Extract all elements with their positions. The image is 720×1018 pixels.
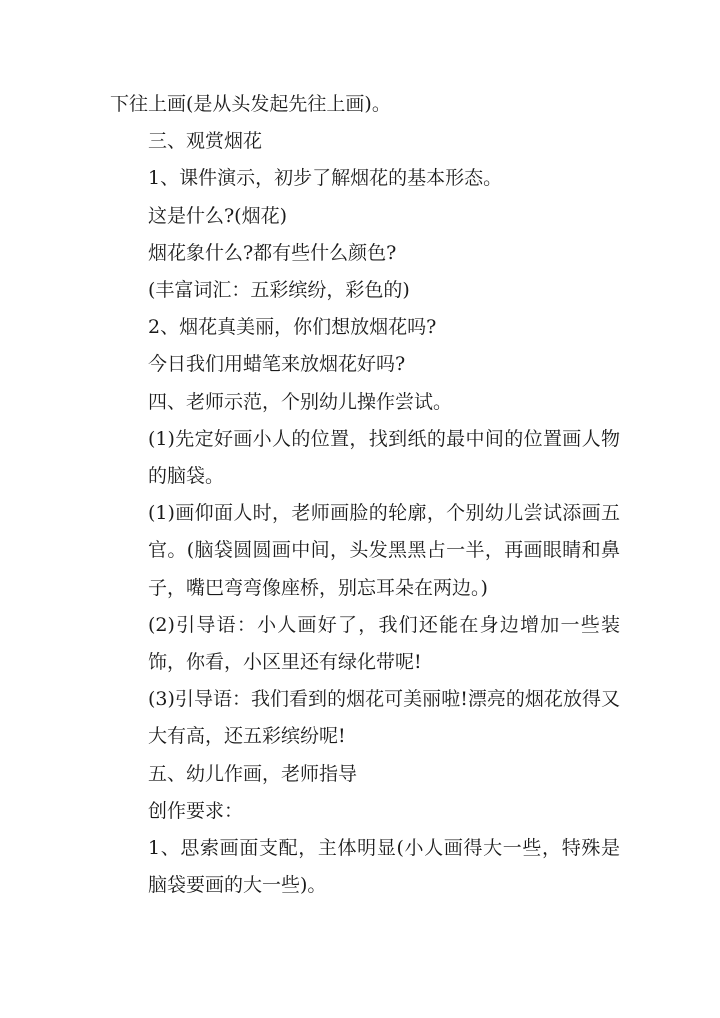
paragraph-step-decoration: (2)引导语：小人画好了，我们还能在身边增加一些装饰，你看，小区里还有绿化带呢!	[148, 613, 620, 674]
paragraph-requirements-label: 创作要求：	[148, 799, 244, 822]
document-body	[110, 86, 620, 904]
paragraph-question-what: 这是什么?(烟花)	[148, 204, 288, 227]
paragraph-item-2: 2、烟花真美丽，你们想放烟花吗?	[148, 316, 437, 339]
section-heading-5: 五、幼儿作画，老师指导	[148, 762, 358, 785]
paragraph-question-colors: 烟花象什么?都有些什么颜色?	[148, 241, 397, 264]
paragraph-vocabulary: (丰富词汇：五彩缤纷，彩色的)	[148, 279, 410, 302]
paragraph-step-face: (1)画仰面人时，老师画脸的轮廓，个别幼儿尝试添画五官。(脑袋圆圆画中间，头发黑黑占一半，再画眼睛和鼻子，嘴巴弯弯像座桥，别忘耳朵在两边。)	[148, 502, 620, 599]
paragraph-step-fireworks: (3)引导语：我们看到的烟花可美丽啦!漂亮的烟花放得又大有高，还五彩缤纷呢!	[148, 688, 620, 748]
paragraph-requirement-1: 1、思索画面支配，主体明显(小人画得大一些，特殊是脑袋要画的大一些)。	[148, 837, 620, 897]
paragraph-crayon: 今日我们用蜡笔来放烟花好吗?	[148, 353, 406, 376]
section-heading-4: 四、老师示范，个别幼儿操作尝试。	[148, 390, 453, 413]
paragraph-continuation: 下往上画(是从头发起先往上画)。	[110, 93, 391, 115]
section-heading-3: 三、观赏烟花	[148, 130, 263, 153]
paragraph-item-1: 1、课件演示，初步了解烟花的基本形态。	[148, 167, 503, 190]
paragraph-step-position: (1)先定好画小人的位置，找到纸的最中间的位置画人物的脑袋。	[148, 427, 620, 488]
